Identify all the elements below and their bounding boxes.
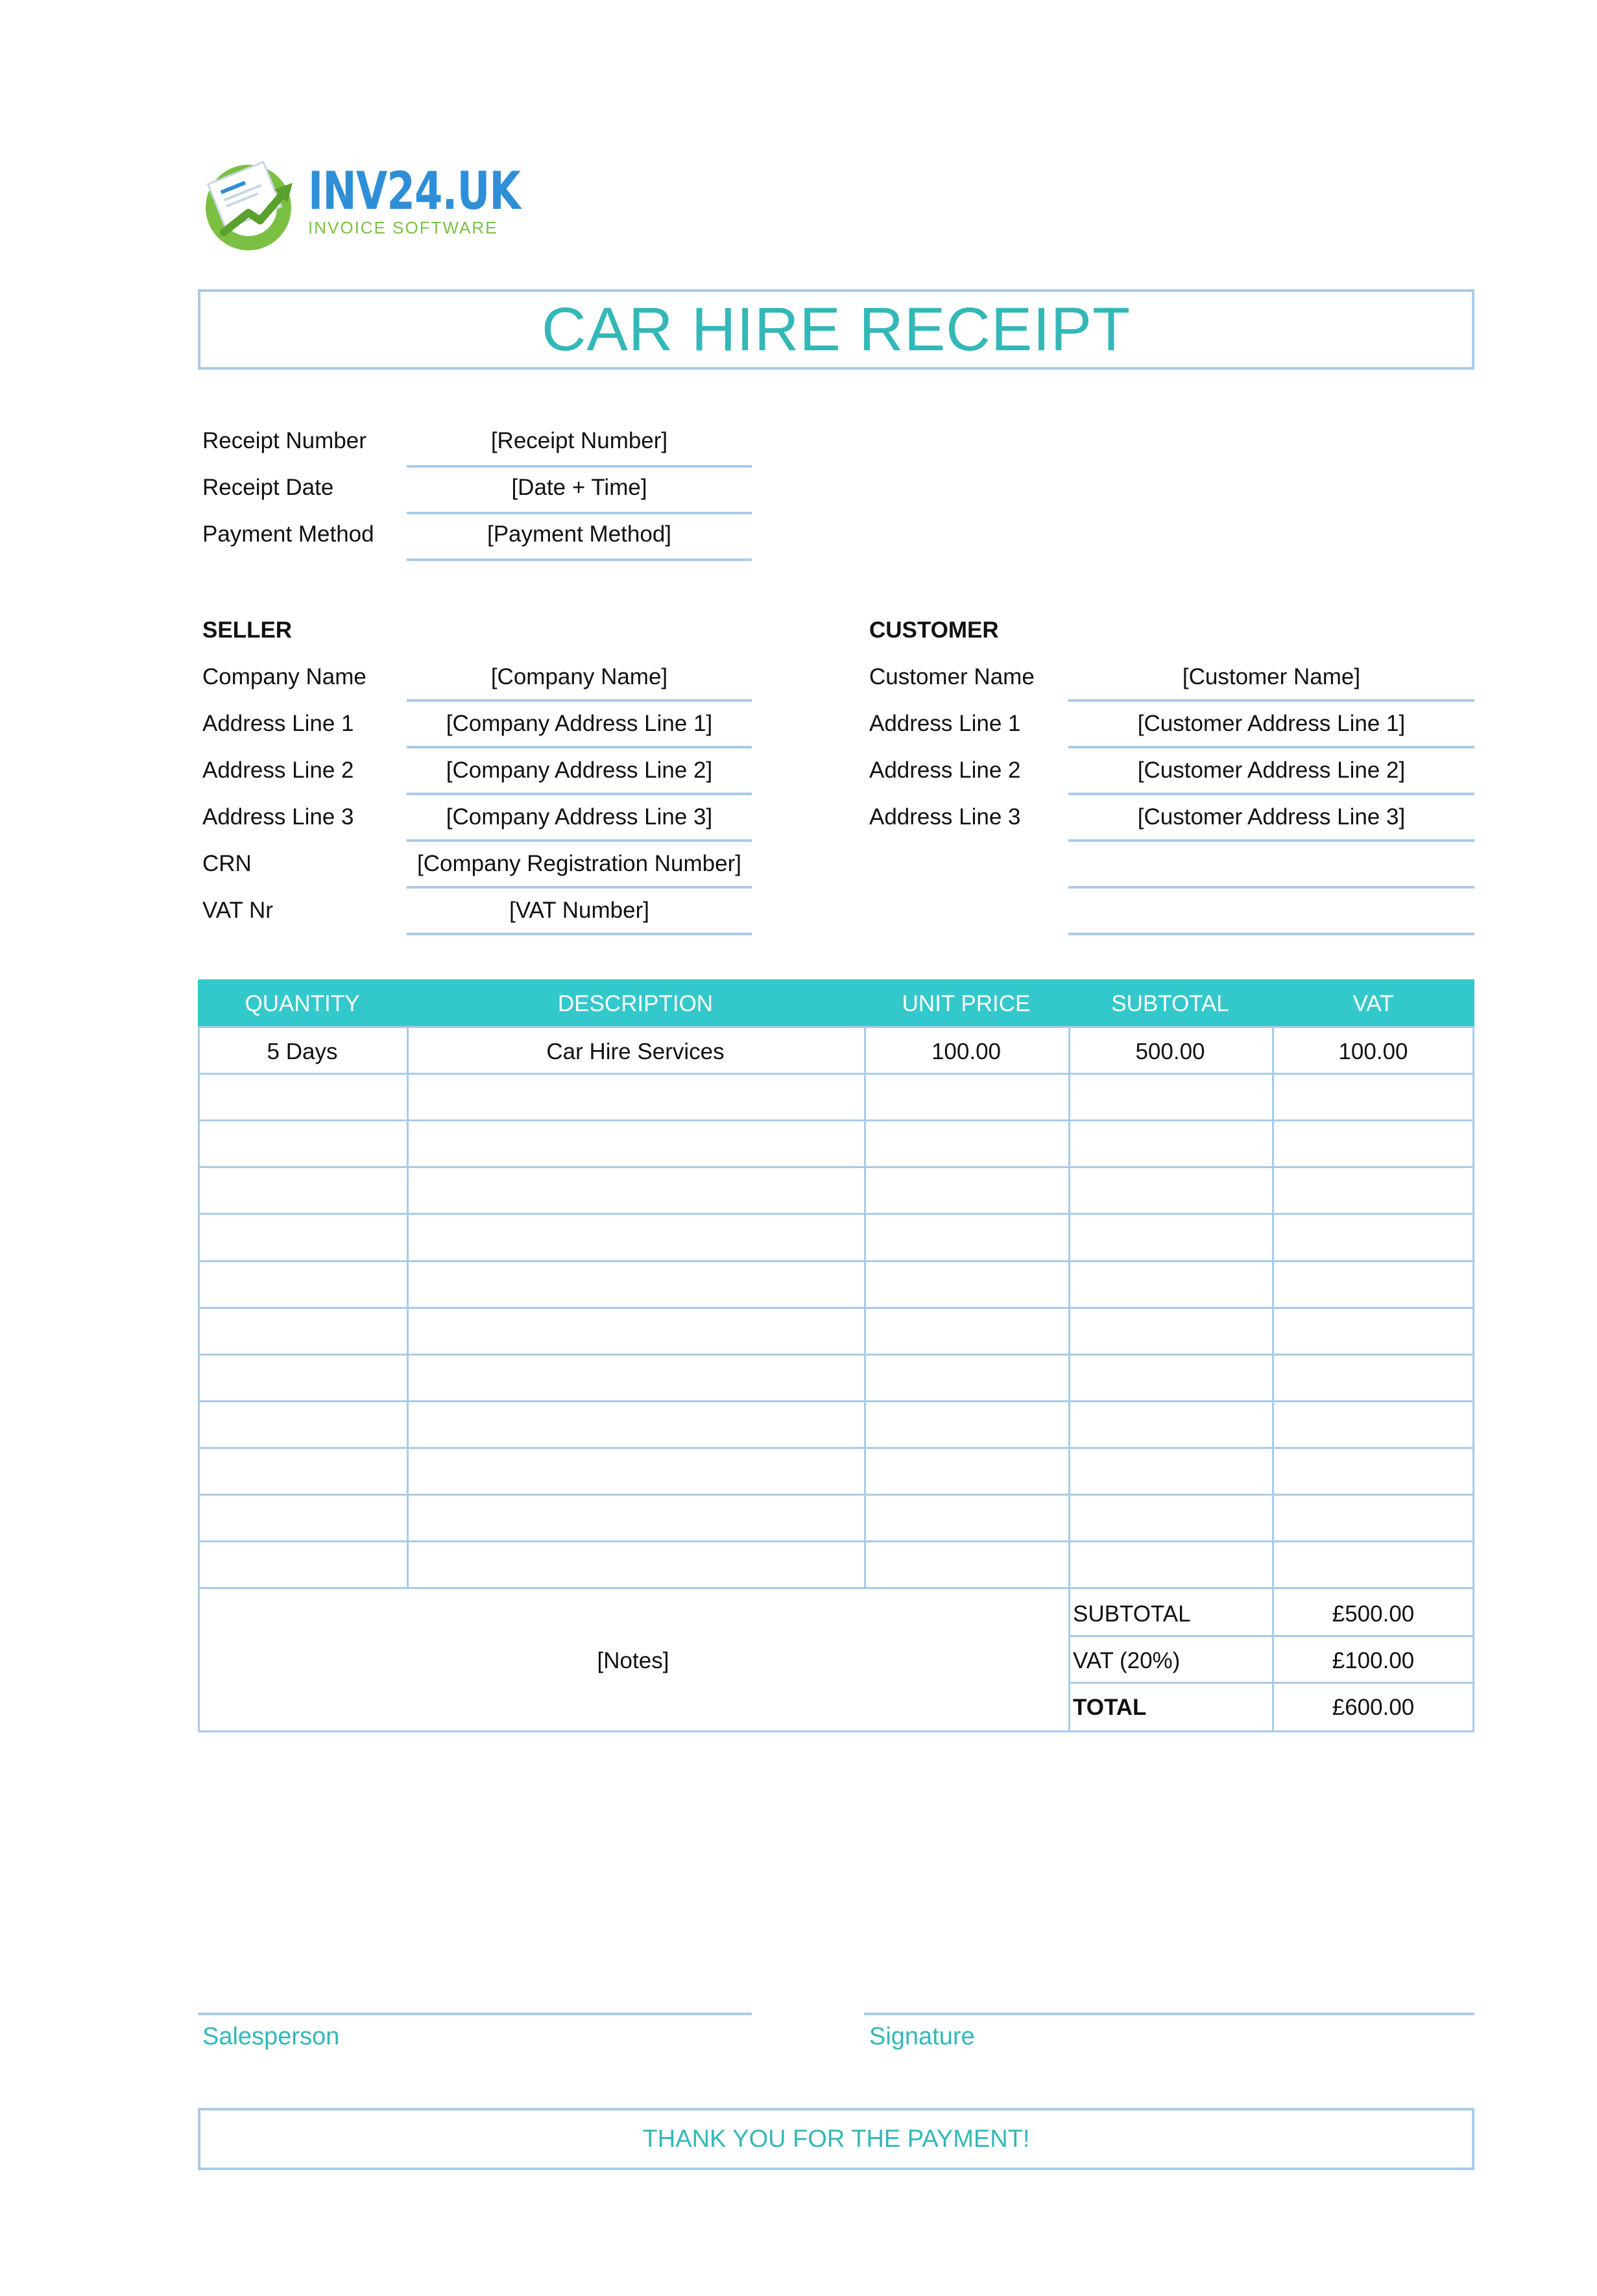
- table-grid-line: [864, 1026, 866, 1587]
- seller-address-3-label: Address Line 3: [202, 804, 354, 830]
- receipt-date-value: [Date + Time]: [511, 475, 647, 500]
- seller-vat-label: VAT Nr: [202, 898, 273, 923]
- salesperson-label: Salesperson: [202, 2023, 340, 2050]
- table-grid-line: [198, 1400, 1474, 1402]
- table-grid-line: [1272, 1026, 1274, 1587]
- table-grid-line: [198, 1119, 1474, 1121]
- table-grid-line: [198, 1447, 1474, 1449]
- salesperson-line: [198, 2013, 752, 2015]
- seller-company-name-value: [Company Name]: [490, 664, 668, 689]
- seller-vat-value: [VAT Number]: [509, 898, 649, 923]
- column-header-vat: VAT: [1352, 991, 1394, 1016]
- subtotal-label: SUBTOTAL: [1073, 1601, 1191, 1627]
- table-cell-description: Car Hire Services: [546, 1039, 725, 1064]
- title-box: [198, 289, 1474, 370]
- table-grid-line: [198, 1307, 1474, 1309]
- table-grid-line: [198, 1540, 1474, 1542]
- divider: [1068, 746, 1474, 748]
- receipt-date-label: Receipt Date: [202, 475, 334, 500]
- vat-label: VAT (20%): [1073, 1648, 1181, 1673]
- notes-text: [Notes]: [597, 1648, 669, 1673]
- logo-name: INV24.UK: [308, 161, 521, 221]
- signature-line: [864, 2013, 1474, 2015]
- subtotal-value: £500.00: [1332, 1601, 1415, 1627]
- table-grid-line: [198, 1354, 1474, 1356]
- customer-address-2-label: Address Line 2: [869, 758, 1021, 783]
- seller-address-2-value: [Company Address Line 2]: [446, 758, 713, 783]
- table-grid-line: [198, 1730, 1474, 1732]
- vat-value: £100.00: [1332, 1648, 1415, 1673]
- divider: [1068, 886, 1474, 889]
- seller-heading: SELLER: [202, 617, 293, 643]
- seller-company-name-label: Company Name: [202, 664, 366, 689]
- seller-crn-label: CRN: [202, 851, 252, 876]
- customer-address-1-value: [Customer Address Line 1]: [1137, 711, 1406, 736]
- divider: [1068, 699, 1474, 702]
- payment-method-value: [Payment Method]: [486, 521, 672, 547]
- signature-label: Signature: [869, 2023, 975, 2050]
- table-cell-subtotal: 500.00: [1135, 1039, 1205, 1064]
- table-grid-line: [198, 1073, 1474, 1075]
- divider: [407, 512, 752, 514]
- table-grid-line: [1068, 1026, 1070, 1587]
- receipt-number-value: [Receipt Number]: [490, 428, 668, 453]
- customer-name-label: Customer Name: [869, 664, 1035, 689]
- thank-you-message: THANK YOU FOR THE PAYMENT!: [642, 2125, 1030, 2153]
- document-arrow-logo-icon: [198, 156, 308, 253]
- divider: [1068, 793, 1474, 795]
- table-cell-quantity: 5 Days: [267, 1039, 338, 1064]
- divider: [1068, 839, 1474, 842]
- receipt-number-label: Receipt Number: [202, 428, 366, 453]
- payment-method-label: Payment Method: [202, 521, 374, 547]
- table-grid-line: [198, 1166, 1474, 1168]
- table-grid-line: [198, 1587, 1474, 1589]
- customer-name-value: [Customer Name]: [1182, 664, 1361, 689]
- total-label: TOTAL: [1073, 1695, 1147, 1720]
- table-grid-line: [1272, 1587, 1274, 1730]
- divider: [407, 933, 752, 935]
- column-header-subtotal: SUBTOTAL: [1111, 991, 1229, 1016]
- divider: [407, 839, 752, 842]
- table-grid-line: [198, 1213, 1474, 1215]
- customer-address-2-value: [Customer Address Line 2]: [1137, 758, 1406, 783]
- seller-address-2-label: Address Line 2: [202, 758, 354, 783]
- seller-address-1-label: Address Line 1: [202, 711, 354, 736]
- table-grid-line: [198, 1026, 1474, 1028]
- table-grid-line: [1068, 1635, 1474, 1637]
- divider: [407, 886, 752, 889]
- page-title: CAR HIRE RECEIPT: [541, 294, 1131, 364]
- table-grid-line: [407, 1026, 409, 1587]
- customer-address-3-value: [Customer Address Line 3]: [1137, 804, 1406, 830]
- table-grid-line: [198, 1494, 1474, 1496]
- divider: [407, 699, 752, 702]
- table-grid-line: [1068, 1682, 1474, 1684]
- divider: [407, 793, 752, 795]
- table-grid-line: [198, 1260, 1474, 1262]
- seller-address-1-value: [Company Address Line 1]: [446, 711, 713, 736]
- footer-box: [198, 2108, 1474, 2170]
- divider: [407, 558, 752, 561]
- column-header-unit-price: UNIT PRICE: [902, 991, 1031, 1016]
- logo-tagline: INVOICE SOFTWARE: [308, 218, 498, 237]
- customer-heading: CUSTOMER: [869, 617, 999, 643]
- logo: [308, 162, 580, 238]
- customer-address-1-label: Address Line 1: [869, 711, 1021, 736]
- table-grid-line: [198, 1026, 200, 1730]
- table-cell-unit-price: 100.00: [931, 1039, 1002, 1064]
- column-header-description: DESCRIPTION: [557, 991, 714, 1016]
- total-value: £600.00: [1332, 1695, 1415, 1720]
- table-grid-line: [1472, 1026, 1474, 1730]
- table-grid-line: [1068, 1587, 1070, 1730]
- divider: [1068, 933, 1474, 935]
- table-cell-vat: 100.00: [1338, 1039, 1408, 1064]
- divider: [407, 746, 752, 748]
- column-header-quantity: QUANTITY: [245, 991, 360, 1016]
- customer-address-3-label: Address Line 3: [869, 804, 1021, 830]
- seller-crn-value: [Company Registration Number]: [417, 851, 741, 876]
- divider: [407, 465, 752, 468]
- seller-address-3-value: [Company Address Line 3]: [446, 804, 713, 830]
